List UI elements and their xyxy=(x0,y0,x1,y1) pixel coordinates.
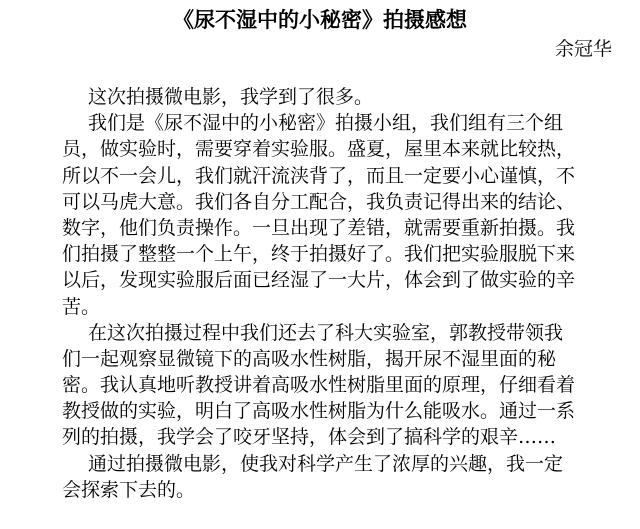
document-title: 《尿不湿中的小秘密》拍摄感想 xyxy=(173,7,467,32)
text-line: 列的拍摄，我学会了咬牙坚持，体会到了搞科学的艰辛…… xyxy=(62,426,557,449)
text-line: 苦。 xyxy=(62,295,101,318)
text-line: 所以不一会儿，我们就汗流浃背了，而且一定要小心谨慎，不 xyxy=(62,164,576,187)
text-line: 们拍摄了整整一个上午，终于拍摄好了。我们把实验服脱下来 xyxy=(62,243,576,266)
text-line: 数字，他们负责操作。一旦出现了差错，就需要重新拍摄。我 xyxy=(62,216,576,239)
text-line: 通过拍摄微电影，使我对科学产生了浓厚的兴趣，我一定 xyxy=(88,452,564,475)
text-line: 会探索下去的。 xyxy=(62,478,196,501)
text-line: 以后，发现实验服后面已经湿了一大片，体会到了做实验的辛 xyxy=(62,269,576,292)
text-line: 可以马虎大意。我们各自分工配合，我负责记得出来的结论、 xyxy=(62,190,576,213)
essay-body xyxy=(62,84,602,503)
text-line: 密。我认真地听教授讲着高吸水性树脂里面的原理，仔细看着 xyxy=(62,374,576,397)
text-line: 这次拍摄微电影，我学到了很多。 xyxy=(88,86,374,108)
text-line: 在这次拍摄过程中我们还去了科大实验室，郭教授带领我 xyxy=(88,321,564,344)
text-line: 员，做实验时，需要穿着实验服。盛夏，屋里本来就比较热， xyxy=(62,138,576,161)
text-line: 我们是《尿不湿中的小秘密》拍摄小组，我们组有三个组 xyxy=(88,112,564,135)
text-line: 教授做的实验，明白了高吸水性树脂为什么能吸水。通过一系 xyxy=(62,400,576,423)
author-name: 余冠华 xyxy=(554,38,612,60)
text-line: 们一起观察显微镜下的高吸水性树脂，揭开尿不湿里面的秘 xyxy=(62,347,557,370)
